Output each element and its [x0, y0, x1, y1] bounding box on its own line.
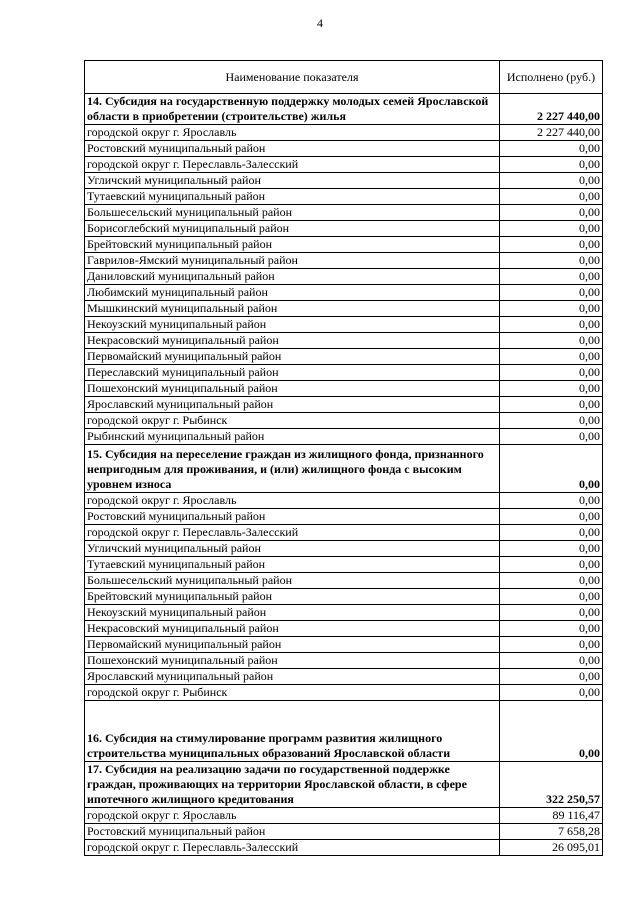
section-title: 14. Субсидия на государственную поддержку молодых семей Ярославской области в приобретении (строительстве) жилья	[85, 94, 500, 125]
table-row	[85, 333, 603, 349]
municipality-name: Даниловский муниципальный район	[85, 269, 500, 285]
municipality-name: городской округ г. Переславль-Залесский	[85, 525, 500, 541]
executed-amount: 0,00	[500, 269, 603, 285]
section-header-row	[85, 762, 603, 808]
executed-amount: 89 116,47	[500, 808, 603, 824]
table-row	[85, 621, 603, 637]
municipality-name: Некрасовский муниципальный район	[85, 621, 500, 637]
executed-amount: 0,00	[500, 349, 603, 365]
table-row	[85, 253, 603, 269]
page-number: 4	[317, 16, 323, 30]
municipality-name: Большесельский муниципальный район	[85, 205, 500, 221]
executed-amount: 0,00	[500, 221, 603, 237]
section-header-row	[85, 94, 603, 125]
table-row	[85, 269, 603, 285]
executed-amount: 0,00	[500, 157, 603, 173]
municipality-name: городской округ г. Ярославль	[85, 808, 500, 824]
municipality-name: Угличский муниципальный район	[85, 541, 500, 557]
section-total: 322 250,57	[500, 762, 603, 808]
municipality-name: Некоузский муниципальный район	[85, 605, 500, 621]
executed-amount: 0,00	[500, 573, 603, 589]
table-row	[85, 157, 603, 173]
municipality-name: Тутаевский муниципальный район	[85, 557, 500, 573]
executed-amount: 0,00	[500, 333, 603, 349]
table-row	[85, 349, 603, 365]
table-row	[85, 285, 603, 301]
table-row	[85, 429, 603, 445]
table-row	[85, 189, 603, 205]
table-row	[85, 205, 603, 221]
executed-amount: 0,00	[500, 589, 603, 605]
executed-amount: 7 658,28	[500, 824, 603, 840]
table-row	[85, 493, 603, 509]
municipality-name: Некрасовский муниципальный район	[85, 333, 500, 349]
section-title: 16. Субсидия на стимулирование программ развития жилищного строительства муниципальных образований Ярославской области	[85, 701, 500, 762]
executed-amount: 0,00	[500, 685, 603, 701]
executed-amount: 0,00	[500, 189, 603, 205]
municipality-name: городской округ г. Ярославль	[85, 493, 500, 509]
table-row	[85, 685, 603, 701]
section-title: 15. Субсидия на переселение граждан из жилищного фонда, признанного непригодным для проживания, и (или) жилищного фонда с высоким уровнем износа	[85, 445, 500, 493]
executed-amount: 0,00	[500, 557, 603, 573]
municipality-name: Первомайский муниципальный район	[85, 349, 500, 365]
section-header-row	[85, 701, 603, 762]
municipality-name: городской округ г. Ярославль	[85, 125, 500, 141]
executed-amount: 0,00	[500, 653, 603, 669]
executed-amount: 0,00	[500, 413, 603, 429]
municipality-name: Ростовский муниципальный район	[85, 141, 500, 157]
municipality-name: Пошехонский муниципальный район	[85, 653, 500, 669]
municipality-name: Ростовский муниципальный район	[85, 824, 500, 840]
municipality-name: Угличский муниципальный район	[85, 173, 500, 189]
executed-amount: 0,00	[500, 397, 603, 413]
table-row	[85, 840, 603, 856]
table-header-row	[85, 61, 603, 94]
table-row	[85, 573, 603, 589]
executed-amount: 0,00	[500, 669, 603, 685]
municipality-name: Первомайский муниципальный район	[85, 637, 500, 653]
table-row	[85, 141, 603, 157]
executed-amount: 0,00	[500, 205, 603, 221]
municipality-name: Гаврилов-Ямский муниципальный район	[85, 253, 500, 269]
table-row	[85, 381, 603, 397]
municipality-name: Переславский муниципальный район	[85, 365, 500, 381]
header-name-column: Наименование показателя	[85, 61, 500, 94]
executed-amount: 0,00	[500, 525, 603, 541]
section-total: 0,00	[500, 445, 603, 493]
municipality-name: Большесельский муниципальный район	[85, 573, 500, 589]
table-row	[85, 525, 603, 541]
table-row	[85, 589, 603, 605]
section-title: 17. Субсидия на реализацию задачи по государственной поддержке граждан, проживающих на территории Ярославской области, в сфере ипотечного жилищного кредитования	[85, 762, 500, 808]
executed-amount: 0,00	[500, 253, 603, 269]
municipality-name: Рыбинский муниципальный район	[85, 429, 500, 445]
municipality-name: Мышкинский муниципальный район	[85, 301, 500, 317]
executed-amount: 26 095,01	[500, 840, 603, 856]
table-row	[85, 221, 603, 237]
table-row	[85, 669, 603, 685]
table-row	[85, 397, 603, 413]
municipality-name: Тутаевский муниципальный район	[85, 189, 500, 205]
executed-amount: 0,00	[500, 173, 603, 189]
table-row	[85, 653, 603, 669]
executed-amount: 0,00	[500, 637, 603, 653]
section-total: 2 227 440,00	[500, 94, 603, 125]
section-header-row	[85, 445, 603, 493]
executed-amount: 0,00	[500, 605, 603, 621]
executed-amount: 0,00	[500, 301, 603, 317]
header-value-column: Исполнено (руб.)	[500, 61, 603, 94]
table-row	[85, 824, 603, 840]
municipality-name: Борисоглебский муниципальный район	[85, 221, 500, 237]
table-row	[85, 125, 603, 141]
table-row	[85, 557, 603, 573]
municipality-name: городской округ г. Переславль-Залесский	[85, 157, 500, 173]
table-row	[85, 413, 603, 429]
executed-amount: 0,00	[500, 381, 603, 397]
executed-amount: 0,00	[500, 429, 603, 445]
municipality-name: Пошехонский муниципальный район	[85, 381, 500, 397]
municipality-name: Ярославский муниципальный район	[85, 397, 500, 413]
table-row	[85, 173, 603, 189]
municipality-name: городской округ г. Рыбинск	[85, 413, 500, 429]
municipality-name: городской округ г. Переславль-Залесский	[85, 840, 500, 856]
executed-amount: 0,00	[500, 285, 603, 301]
table-row	[85, 365, 603, 381]
table-row	[85, 509, 603, 525]
executed-amount: 0,00	[500, 621, 603, 637]
executed-amount: 0,00	[500, 493, 603, 509]
table-row	[85, 637, 603, 653]
table-row	[85, 605, 603, 621]
section-total: 0,00	[500, 701, 603, 762]
municipality-name: Некоузский муниципальный район	[85, 317, 500, 333]
budget-table	[84, 60, 603, 856]
municipality-name: Ярославский муниципальный район	[85, 669, 500, 685]
executed-amount: 0,00	[500, 141, 603, 157]
table-row	[85, 301, 603, 317]
executed-amount: 0,00	[500, 365, 603, 381]
executed-amount: 0,00	[500, 237, 603, 253]
executed-amount: 2 227 440,00	[500, 125, 603, 141]
executed-amount: 0,00	[500, 541, 603, 557]
municipality-name: городской округ г. Рыбинск	[85, 685, 500, 701]
table-row	[85, 541, 603, 557]
table-row	[85, 237, 603, 253]
municipality-name: Брейтовский муниципальный район	[85, 589, 500, 605]
municipality-name: Ростовский муниципальный район	[85, 509, 500, 525]
table-row	[85, 808, 603, 824]
executed-amount: 0,00	[500, 317, 603, 333]
municipality-name: Брейтовский муниципальный район	[85, 237, 500, 253]
table-row	[85, 317, 603, 333]
executed-amount: 0,00	[500, 509, 603, 525]
municipality-name: Любимский муниципальный район	[85, 285, 500, 301]
